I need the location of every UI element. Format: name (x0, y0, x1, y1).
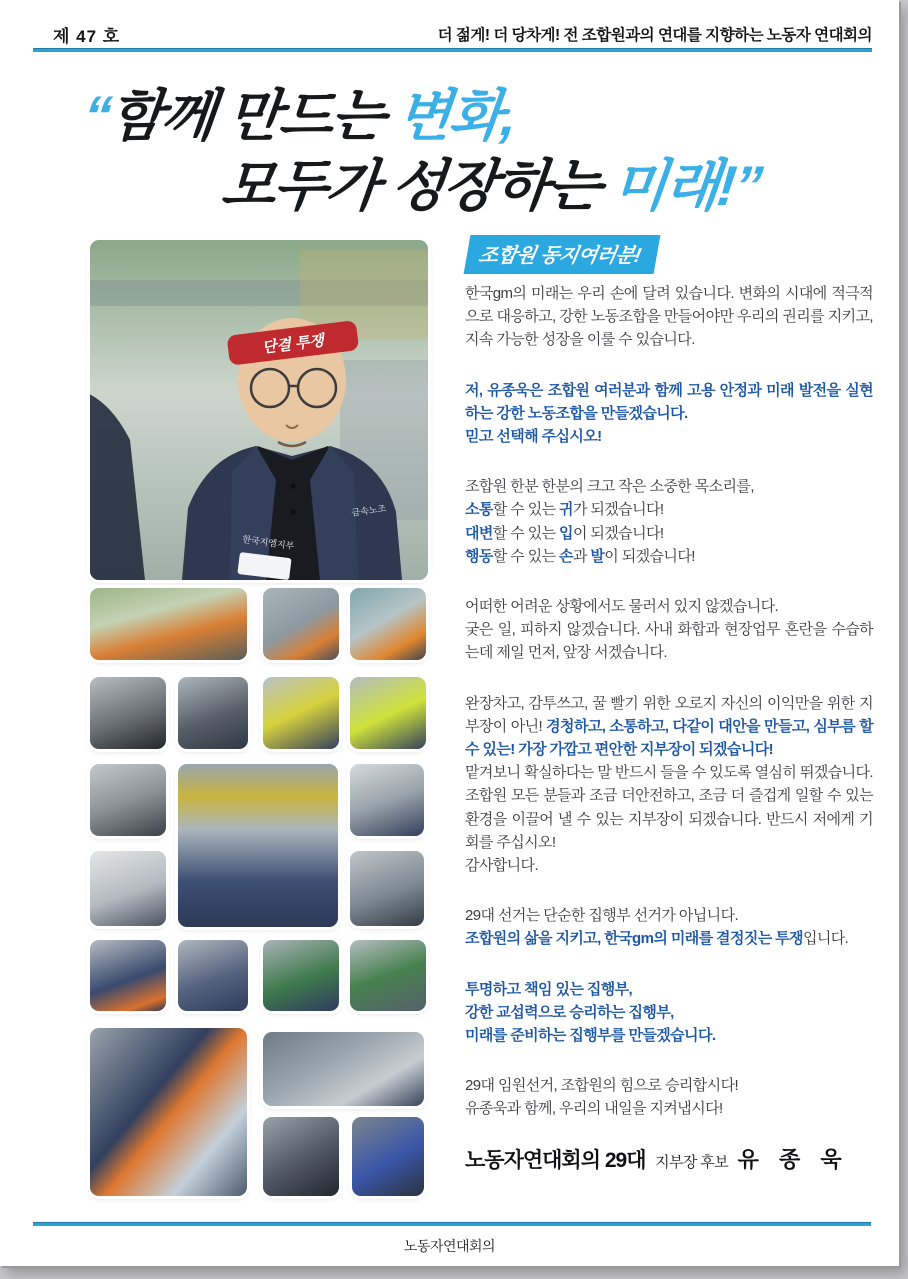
svg-text:단결 투쟁: 단결 투쟁 (261, 332, 325, 357)
headline-black-2: 모두가 성장하는 (218, 154, 617, 217)
text-run: 궂은 일, 피하지 않겠습니다. 사내 화합과 현장업무 혼란을 수습하는데 제일 먼저, 앞장 서겠습니다. (465, 621, 873, 662)
photo-grid-item (263, 588, 339, 660)
candidate-portrait-photo (90, 240, 428, 580)
issue-number: 제 47 호 (53, 27, 121, 46)
photo-grid-item (90, 764, 166, 836)
text-run: 귀 (559, 501, 573, 519)
text-run: 할 수 있는 (492, 524, 560, 542)
footer-organization: 노동자연대회의 (403, 1238, 496, 1254)
text-run: 유종욱과 함께, 우리의 내일을 지켜냅시다! (465, 1100, 723, 1118)
photo-grid-item (90, 851, 166, 926)
text-run: 미래를 준비하는 집행부를 만들겠습니다. (465, 1027, 716, 1045)
text-run: 행동 (465, 547, 493, 565)
paragraph (465, 1074, 873, 1120)
photo-grid-item (350, 851, 424, 926)
photo-grid-item (178, 677, 248, 749)
text-run: 29대 선거는 단순한 집행부 선거가 아닙니다. (465, 907, 739, 925)
text-run: 소통 (465, 501, 493, 519)
text-run: 이 되겠습니다! (604, 547, 695, 565)
photo-grid-item (352, 1117, 424, 1196)
quote-open: “ (80, 84, 113, 147)
signature-name: 유 종 욱 (737, 1146, 849, 1172)
text-run: 믿고 선택해 주십시오! (465, 428, 602, 446)
greeting-badge: 조합원 동지여러분! (464, 235, 661, 274)
photo-grid-item (90, 677, 166, 749)
text-run: 어떠한 어려운 상황에서도 물러서 있지 않겠습니다. (465, 598, 779, 616)
photo-grid-item (90, 940, 166, 1011)
candidate-signature (465, 1148, 873, 1174)
text-run: 손 (559, 547, 573, 565)
paragraph (465, 978, 873, 1048)
text-run: 맡겨보니 확실하다는 말 반드시 들을 수 있도록 열심히 뛰겠습니다. 조합원 모든 분들과 조금 더안전하고, 조금 더 즐겁게 일할 수 있는 환경을 이끌어 낼 수 있는 지부장이 되겠습니다. 반드시 저에게 기회를 주십시오! (465, 764, 873, 851)
photo-grid-item-large (178, 764, 338, 927)
text-run: 완장차고, 감투쓰고, 꿀 빨기 위한 오로지 자신의 이익만을 위한 지부장이 아닌! (465, 694, 873, 735)
text-run: 할 수 있는 (492, 547, 560, 565)
text-run: 한국gm의 미래는 우리 손에 달려 있습니다. 변화의 시대에 적극적으로 대응하고, 강한 노동조합을 만들어야만 우리의 권리를 지키고, 지속 가능한 성장을 이룰 수 있습니다. (465, 285, 873, 349)
text-run: 29대 임원선거, 조합원의 힘으로 승리합시다! (465, 1077, 739, 1095)
portrait-illustration (90, 240, 428, 580)
body-copy (465, 282, 873, 1174)
photo-grid-item (350, 677, 426, 749)
photo-grid-item (350, 764, 424, 836)
text-run: 투명하고 책임 있는 집행부, (465, 980, 633, 998)
photo-grid-item (263, 1117, 339, 1196)
photo-grid-item (350, 940, 426, 1011)
paragraph (465, 282, 873, 352)
headline-black-1: 함께 만드는 (106, 84, 401, 147)
footer-rule (33, 1222, 871, 1226)
text-run: 발 (590, 547, 605, 565)
text-run: 저, 유종욱은 조합원 여러분과 함께 고용 안정과 미래 발전을 실현하는 강한 노동조합을 만들겠습니다. (465, 381, 873, 422)
quote-close: ” (730, 154, 764, 217)
text-run: 경청하고, 소통하고, 다같이 대안을 만들고, 심부름 할 수 있는! 가장 가깝고 편안한 지부장이 되겠습니다! (465, 717, 873, 759)
headline-blue-2: 미래! (610, 154, 738, 217)
text-run: 강한 교섭력으로 승리하는 집행부, (465, 1003, 674, 1021)
photo-grid-item (178, 940, 248, 1011)
paragraph (465, 595, 873, 665)
photo-grid-item (350, 588, 426, 660)
paragraph (465, 904, 873, 950)
text-run: 대변 (465, 524, 493, 542)
text-run: 입 (559, 524, 573, 542)
svg-text:한국지엠지부: 한국지엠지부 (241, 534, 295, 552)
text-run: 가 되겠습니다! (572, 501, 664, 519)
headline-blue-1: 변화, (393, 84, 519, 147)
photo-grid-item (263, 677, 339, 749)
text-run: 과 (572, 547, 591, 565)
text-run: 감사합니다. (465, 857, 539, 875)
text-run: 조합원의 삶을 지키고, 한국gm의 미래를 결정짓는 투쟁 (465, 930, 803, 948)
header-slogan: 더 젊게! 더 당차게! 전 조합원과의 연대를 지향하는 노동자 연대회의 (437, 27, 872, 44)
paragraph (465, 475, 873, 568)
photo-grid-item (90, 588, 247, 660)
text-run: 입니다. (802, 930, 849, 948)
text-run: 이 되겠습니다! (572, 524, 664, 542)
headline-line2 (218, 142, 765, 222)
photo-grid-item-large (90, 1028, 247, 1196)
headline-line1 (80, 72, 520, 152)
paragraph (465, 692, 873, 878)
text-run: 조합원 한분 한분의 크고 작은 소중한 목소리를, (465, 478, 754, 496)
text-run: 할 수 있는 (492, 501, 560, 519)
signature-organization: 노동자연대회의 29대 (465, 1148, 646, 1172)
svg-text:금속노조: 금속노조 (350, 503, 387, 518)
header-rule (33, 48, 872, 52)
signature-role: 지부장 후보 (655, 1153, 729, 1171)
photo-grid-item (263, 940, 339, 1011)
photo-grid-item (263, 1032, 424, 1106)
paragraph (465, 379, 873, 449)
